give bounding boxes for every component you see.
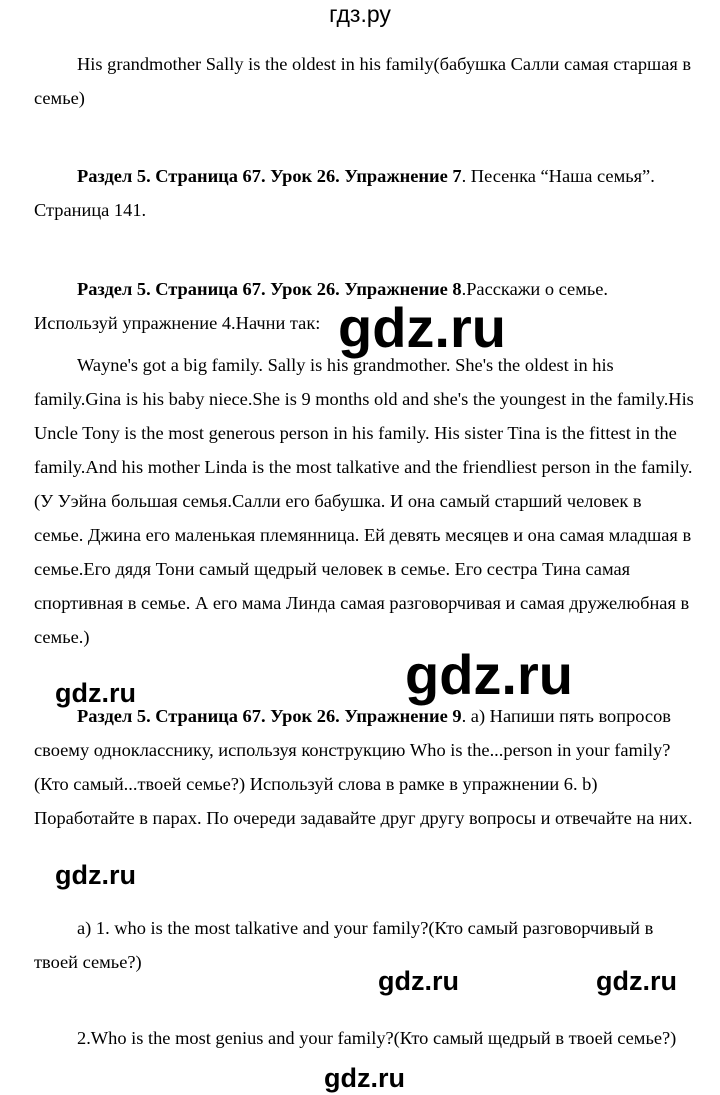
answer-question-2: 2.Who is the most genius and your family?(Кто самый щедрый в твоей семье?) — [77, 1028, 677, 1048]
exercise-7-text: . Песенка “Наша семья”. Страница 141. — [34, 166, 655, 220]
watermark: gdz.ru — [338, 296, 506, 359]
exercise-9-heading: Раздел 5. Страница 67. Урок 26. Упражнение 9 — [77, 706, 462, 726]
site-title: гдз.ру — [329, 1, 391, 27]
exercise-8-heading: Раздел 5. Страница 67. Урок 26. Упражнение 8 — [77, 279, 462, 299]
watermark: gdz.ru — [324, 1063, 405, 1093]
exercise-8-text: .Расскажи о семье. Используй упражнение 4.Начни так: — [34, 279, 609, 333]
paragraph-exercise-9 — [34, 699, 694, 835]
watermark: gdz.ru — [378, 966, 459, 996]
paragraph-grandmother: His grandmother Sally is the oldest in his family(бабушка Салли самая старшая в семье) — [34, 54, 692, 108]
answer-question-1: а) 1. who is the most talkative and your family?(Кто самый разговорчивый в твоей семье?) — [34, 918, 654, 972]
watermark: gdz.ru — [55, 678, 136, 708]
watermark: gdz.ru — [55, 860, 136, 890]
exercise-9-text: . а) Напиши пять вопросов своему однокласснику, используя конструкцию Who is the...person in your family?(Кто самый...твоей семье?) Используй слова в рамке в упражнении 6. b) Поработайте в парах. По очереди задавайте друг другу вопросы и отвечайте на них. — [34, 706, 693, 828]
paragraph-exercise-7 — [34, 159, 694, 227]
exercise-7-heading: Раздел 5. Страница 67. Урок 26. Упражнение 7 — [77, 166, 462, 186]
watermark: gdz.ru — [405, 643, 573, 706]
watermark: gdz.ru — [596, 966, 677, 996]
paragraph-family-story: Wayne's got a big family. Sally is his grandmother. She's the oldest in his family.Gina is his baby niece.She is 9 months old and she's the youngest in the family.His Uncle Tony is the most generous person in his family. His sister Tina is the fittest in the family.And his mother Linda is the most talkative and the friendliest person in the family.(У Уэйна большая семья.Салли его бабушка. И она самый старший человек в семье. Джина его маленькая племянница. Ей девять месяцев и она самая младшая в семье.Его дядя Тони самый щедрый человек в семье. Его сестра Тина самая спортивная в семье. А его мама Линда самая разговорчивая и самая дружелюбная в семье.) — [34, 355, 694, 647]
